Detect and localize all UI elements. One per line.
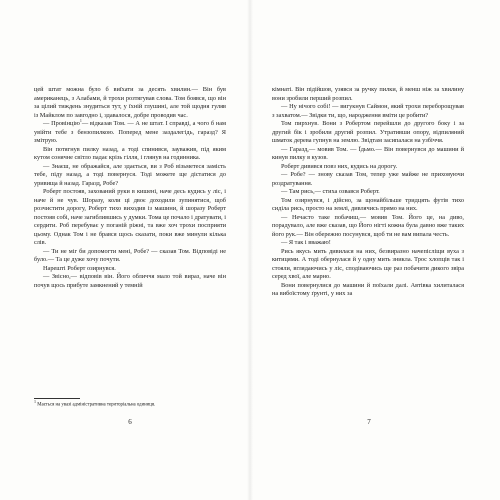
right-page [250, 0, 500, 500]
paragraph-with-footnote-ref [34, 117, 226, 146]
paragraph: кімнаті. Він підійшов, узявся за ручку пилки, й менш ніж за хвилину вони зробили перший розпил. [272, 86, 464, 102]
left-page-text [34, 86, 226, 290]
paragraph: — Там рись,— стиха озвався Роберт. [281, 188, 380, 195]
paragraph: Роберт постояв, захований руки в кишені, наче десь кудись у ліс, і наче й не чув. Шоразу, коли ці двоє доходили зупинятися, щоб розчистити дорогу, Роберт тихо виходив із машини, й шоразу Роберт постояв собі, наче загиблившись у думки. Тома це почало і дратувати, і сердити. Роб перебуває у поганій ріжні, та вже хоч трохи посприяти цьому. Однак Том і не брався щось сказати, поки вже минули кілька слів. [34, 188, 226, 246]
right-page-text [272, 86, 464, 299]
paragraph: — Гаразд,— мовив Том. — Їдьмо.— Він повернувся до машини й кинув пилку в кузов. [272, 145, 464, 161]
footnote-marker: 1 [79, 117, 82, 123]
paragraph: — Нечасто таке побачиш,— мовив Том. Його це, на диво, порадувало, але вже сказав, що Його нігті кожна була давно вже таких його рук.— Він обережно посунувся, щоб ти не вам випала честь. [272, 213, 464, 238]
footnote-divider [34, 398, 80, 399]
paragraph: цей штат можна було б виїхати за десять хвилин.— Він був американець, з Алабами, й трохи розтягував слова. Том боявся, що він за цілий тиждень знудиться тут, у їхній глушині, але той щодня гуляв із Майклом по завгодно і, здавалося, добре проводив час. [34, 86, 226, 119]
paragraph: Том пирхнув. Вони з Робертом перейшли до другого боку і за другий бік і зробили другий розпил. Утративши опору, відпиляний шматок дерева гупнув на землю. Звідтам засипалася на узбіччя. [272, 120, 464, 144]
paragraph: Він потягнув пилку назад, а тоді спинився, зауважив, під яким кутом сонячне світло падає крізь гілля, і глянув на годинника. [34, 145, 226, 161]
paragraph: — Знаєш, не ображайся, але здається, ви з Роб візьметеся замість тебе, піду назад, а тоді повернуся. Тоді можете ще дістатися до уривища й назад. Гаразд, Робе? [34, 162, 226, 187]
paragraph-text-continued: — відказав Том. — А не штат. І справді, а чого б нам увійти тебе з бензопилкою. Поперед мене заздалегідь, гаразд? Я змітрую. [34, 120, 226, 144]
paragraph: Вони повернулися до машини й поїхали далі. Автівка хилиталася на вибоїстому ґрунті, у них за [272, 281, 464, 297]
footnote [34, 399, 226, 409]
page-number: 6 [128, 418, 132, 426]
paragraph: — Я так і вважаю! [281, 239, 331, 246]
paragraph: Том озирнувся, і дійсно, за щонайбільше тридцять футів тихо сиділа рись, просто на землі, дивлячись прямо на них. [272, 196, 464, 212]
paragraph: — Ти не міг би допомогти мені, Робе? — сказав Том. Відповіді не було.— Та це дуже хочу почути. [34, 247, 226, 263]
paragraph: — Робе? — знову сказав Том, тепер уже майже не приховуючи роздратування. [272, 171, 464, 187]
paragraph-text: — Провінцію [43, 120, 80, 127]
footnote-text: Мається на увазі адміністративна територіальна одиниця. [37, 402, 156, 408]
paragraph: — Ну нічого собі! — вигукнув Саймон, який трохи переборощував з захватом.— Звідки ти, що, народження вміти це робити? [272, 103, 464, 119]
page-number: 7 [367, 418, 371, 426]
book-gutter [247, 0, 253, 500]
paragraph: Нарешті Роберт озирнувся. [43, 264, 116, 272]
footnote-number: 1 [34, 399, 36, 404]
paragraph: Рись якусь мить дивилася на них, безвиразно начепісліщи вуха з китицями. А тоді обернулася й у одну мить зникла. Трос хлопців так і стояли, вглядаючись у ліс, сподіваючись ще раз побачити дикого звіра серед хвої, але марно. [272, 247, 464, 280]
paragraph: Роберт дивився повз них, кудись на дорогу. [281, 162, 398, 170]
paragraph: — Звісно,— відповів він. Його обличчя мало той вираз, наче він почув щось прибуте замкнений у темній [34, 273, 226, 289]
